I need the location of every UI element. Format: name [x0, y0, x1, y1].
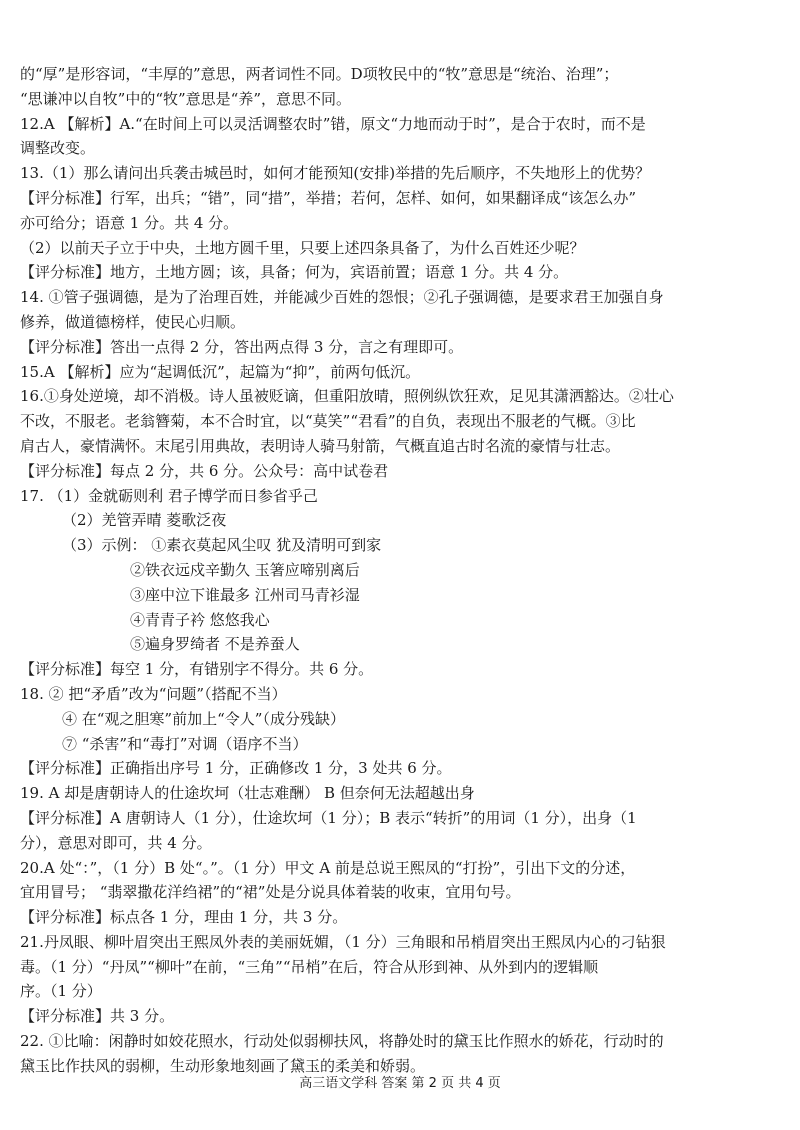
text-line: 分），意思对即可，共 4 分。: [20, 833, 212, 852]
text-line: 序。（1 分）: [20, 982, 102, 1001]
text-line: 12.A 【解析】A.“在时间上可以灵活调整农时”错，原文“力地而动于时”，是合于农时，而不是: [20, 114, 646, 133]
text-line: 亦可给分；语意 1 分。共 4 分。: [20, 213, 239, 232]
text-line: ⑤遍身罗绮者 不是养蚕人: [130, 635, 300, 654]
text-line: 【评分标准】正确指出序号 1 分，正确修改 1 分，3 处共 6 分。: [20, 759, 452, 778]
text-line: 肩古人，豪情满怀。末尾引用典故，表明诗人骑马射箭，气概直追古时名流的豪情与壮志。: [20, 436, 621, 455]
page-footer: 高三语文学科 答案 第 2 页 共 4 页: [299, 1076, 501, 1091]
text-line: 【评分标准】共 3 分。: [20, 1007, 175, 1026]
text-line: 15.A 【解析】应为“起调低沉”，起篇为“抑”，前两句低沉。: [20, 362, 421, 381]
text-line: 宜用冒号； “翡翠撒花洋绉裙”的“裙”处是分说具体着装的收束，宜用句号。: [20, 883, 521, 902]
text-line: （2）以前天子立于中央，土地方圆千里，只要上述四条具备了，为什么百姓还少呢？: [20, 238, 585, 257]
text-line: 【评分标准】答出一点得 2 分，答出两点得 3 分，言之有理即可。: [20, 337, 464, 356]
text-line: 调整改变。: [20, 139, 96, 158]
text-line: 18. ② 把“矛盾”改为“问题”（搭配不当）: [20, 684, 287, 703]
text-line: 的“厚”是形容词，“丰厚的”意思，两者词性不同。D项牧民中的“牧”意思是“统治、治理”；: [20, 65, 619, 83]
text-line: 【评分标准】行军，出兵；“错”，同“措”，举措；若何，怎样、如何，如果翻译成“该怎么办”: [20, 188, 637, 207]
text-line: 【评分标准】地方，土地方圆；该，具备；何为，宾语前置；语意 1 分。共 4 分。: [20, 263, 569, 282]
text-line: 20.A 处“：”，（1 分）B 处“。”。（1 分）甲文 A 前是总说王熙凤的“打扮”，引出下文的分述，: [20, 858, 636, 877]
answer-key-body: [20, 62, 786, 1079]
text-line: 21.丹凤眼、柳叶眉突出王熙凤外表的美丽妩媚，（1 分）三角眼和吊梢眉突出王熙凤内心的刁钻狠: [20, 932, 666, 951]
text-line: 22. ①比喻：闲静时如姣花照水，行动处似弱柳扶风，将静处时的黛玉比作照水的娇花，行动时的: [20, 1032, 664, 1051]
text-line: 【评分标准】标点各 1 分，理由 1 分，共 3 分。: [20, 908, 348, 927]
text-line: 【评分标准】每点 2 分，共 6 分。公众号：高中试卷君: [20, 461, 389, 480]
text-line: 【评分标准】每空 1 分，有错别字不得分。共 6 分。: [20, 660, 374, 679]
text-line: 黛玉比作扶风的弱柳，生动形象地刻画了黛玉的柔美和娇弱。: [20, 1056, 426, 1075]
text-line: ③座中泣下谁最多 江州司马青衫湿: [130, 585, 360, 604]
text-line: “思谦冲以自牧”中的“牧”意思是“养”，意思不同。: [20, 89, 352, 108]
text-line: 不改，不服老。老翁簪菊，本不合时宜，以“莫笑”“君看”的自负，表现出不服老的气概。③比: [20, 412, 636, 431]
text-line: 16.①身处逆境，却不消极。诗人虽被贬谪，但重阳放晴，照例纵饮狂欢，足见其潇洒豁达。②壮心: [20, 387, 674, 406]
text-line: （2）羌管弄晴 菱歌泛夜: [62, 511, 227, 530]
text-line: 19. A 却是唐朝诗人的仕途坎坷（壮志难酬） B 但奈何无法超越出身: [20, 784, 475, 803]
text-line: 17. （1）金就砺则利 君子博学而日参省乎己: [20, 486, 318, 505]
text-line: 毒。（1 分）“丹凤”“柳叶”在前，“三角”“吊梢”在后，符合从形到神、从外到内的逻辑顺: [20, 957, 599, 976]
text-line: 修养，做道德榜样，使民心归顺。: [20, 312, 246, 331]
text-line: （3）示例： ①素衣莫起风尘叹 犹及清明可到家: [62, 536, 382, 555]
text-line: ④青青子衿 悠悠我心: [130, 610, 270, 629]
text-line: 【评分标准】A 唐朝诗人（1 分），仕途坎坷（1 分）；B 表示“转折”的用词（1 分），出身（1: [20, 808, 637, 827]
text-line: ④ 在“观之胆寒”前加上“令人”（成分残缺）: [62, 709, 345, 728]
text-line: ②铁衣远戍辛勤久 玉箸应啼别离后: [130, 560, 360, 579]
text-line: 14. ①管子强调德，是为了治理百姓，并能减少百姓的怨恨；②孔子强调德，是要求君王加强自身: [20, 288, 664, 307]
text-line: 13.（1）那么请问出兵袭击城邑时，如何才能预知(安排)举措的先后顺序，不失地形上的优势？: [20, 164, 651, 183]
text-line: ⑦ “杀害”和“毒打”对调（语序不当）: [62, 734, 308, 753]
